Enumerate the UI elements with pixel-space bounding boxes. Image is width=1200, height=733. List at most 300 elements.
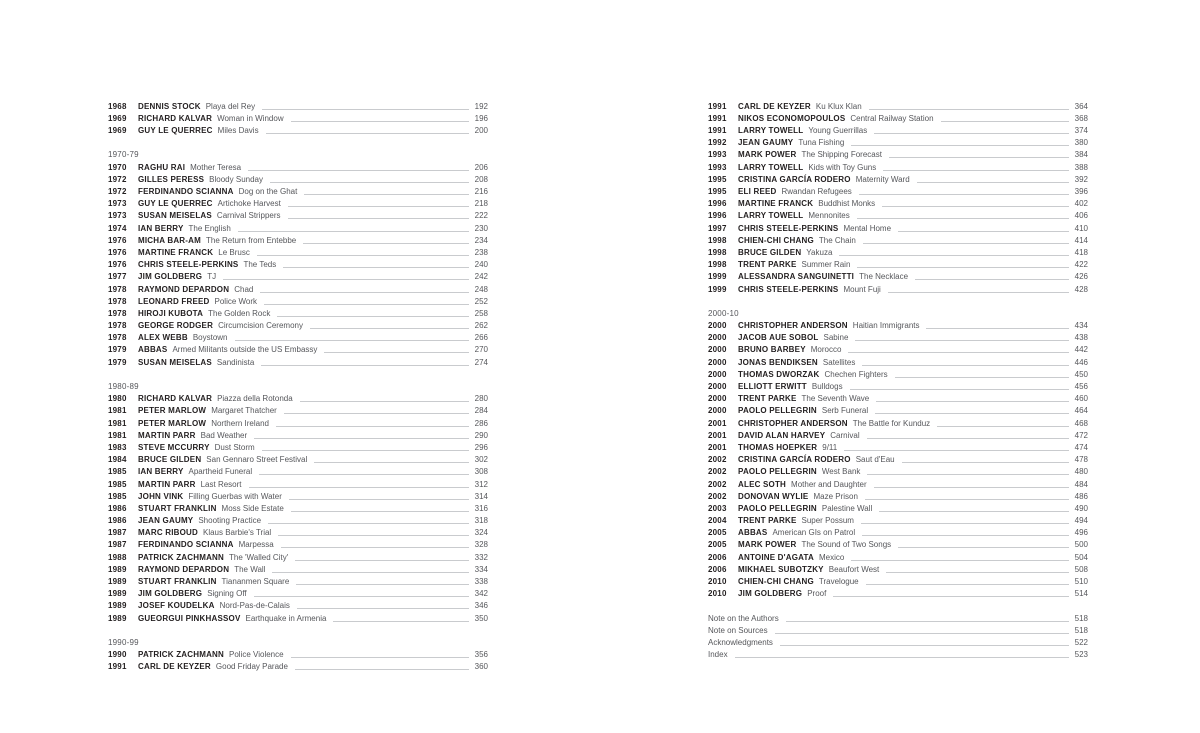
toc-entry (708, 137, 1088, 149)
toc-entry (108, 234, 488, 246)
toc-entry (108, 478, 488, 490)
entry-page-number: 270 (474, 345, 488, 355)
toc-entry (708, 258, 1088, 270)
entry-title: Proof (807, 589, 827, 599)
entry-title: Palestine Wall (821, 503, 873, 513)
toc-entry (708, 185, 1088, 197)
toc-entry (108, 344, 488, 356)
entry-year: 2005 (708, 528, 727, 538)
entry-photographer: ELLIOTT ERWITT (738, 382, 807, 391)
entry-photographer: MARK POWER (738, 540, 797, 550)
entry-title: Bulldogs (811, 382, 843, 391)
leader-line (869, 109, 1069, 110)
leader-line (260, 292, 468, 293)
entry-title: Mother and Daughter (791, 479, 867, 489)
toc-entry (708, 198, 1088, 210)
leader-line (262, 109, 469, 110)
entry-year: 2000 (708, 394, 727, 404)
end-matter-label: Acknowledgments (708, 637, 773, 647)
entry-year: 1976 (108, 235, 127, 245)
entry-title: Earthquake in Armenia (245, 613, 327, 623)
entry-title: Haitian Immigrants (852, 321, 920, 331)
entry-page-number: 500 (1074, 540, 1088, 550)
toc-entry (108, 441, 488, 453)
toc-entry (708, 588, 1088, 600)
toc-entry (708, 319, 1088, 331)
entry-year: 1980 (108, 394, 127, 404)
toc-entry (708, 417, 1088, 429)
leader-line (264, 304, 469, 305)
leader-line (314, 462, 468, 463)
entry-title: Tiananmen Square (221, 577, 290, 586)
entry-title: Marpessa (238, 540, 274, 550)
leader-line (289, 499, 469, 500)
entry-page-number: 222 (474, 211, 488, 221)
leader-line (941, 121, 1069, 122)
entry-photographer: CHIEN-CHI CHANG (738, 577, 814, 586)
entry-page-number: 296 (474, 442, 488, 452)
entry-photographer: JEAN GAUMY (138, 516, 194, 526)
entry-year: 1974 (108, 223, 127, 233)
entry-title: Good Friday Parade (215, 662, 288, 672)
toc-entry (108, 417, 488, 429)
entry-photographer: FERDINANDO SCIANNA (138, 540, 234, 550)
leader-line (324, 352, 468, 353)
entry-year: 1998 (708, 260, 727, 270)
entry-year: 1986 (108, 503, 127, 513)
entry-page-number: 266 (474, 333, 488, 343)
entry-page-number: 290 (474, 430, 488, 440)
decade-header: 1980-89 (108, 382, 139, 391)
entry-year: 2000 (708, 345, 727, 355)
decade-header: 2000-10 (708, 308, 739, 318)
entry-page-number: 206 (474, 162, 488, 172)
entry-year: 1968 (108, 101, 127, 111)
entry-year: 1973 (108, 211, 127, 221)
entry-page-number: 200 (474, 126, 488, 136)
entry-year: 1972 (108, 174, 127, 184)
entry-year: 1981 (108, 406, 127, 416)
toc-entry (108, 246, 488, 258)
entry-photographer: CHIEN-CHI CHANG (738, 235, 814, 245)
toc-entry (708, 539, 1088, 551)
toc-entry (708, 332, 1088, 344)
entry-year: 1985 (108, 479, 127, 489)
entry-photographer: CARL DE KEYZER (138, 662, 211, 672)
toc-entry (708, 234, 1088, 246)
entry-title: Moss Side Estate (221, 503, 284, 513)
entry-year: 2010 (708, 577, 727, 586)
leader-line (333, 621, 468, 622)
entry-photographer: TRENT PARKE (738, 516, 797, 526)
entry-page-number: 338 (474, 577, 488, 586)
entry-title: Police Violence (229, 650, 284, 660)
entry-title: Tuna Fishing (798, 138, 845, 148)
leader-line (848, 352, 1068, 353)
leader-line (898, 547, 1068, 548)
entry-year: 1993 (708, 162, 727, 172)
end-matter-entry (708, 648, 1088, 660)
toc-entry (708, 478, 1088, 490)
entry-page-number: 504 (1074, 552, 1088, 562)
entry-photographer: GEORGE RODGER (138, 321, 214, 331)
entry-title: Playa del Rey (205, 101, 256, 111)
entry-photographer: MIKHAEL SUBOTZKY (738, 564, 824, 574)
toc-entry (708, 161, 1088, 173)
entry-photographer: CHRIS STEELE-PERKINS (738, 284, 839, 294)
entry-photographer: RAYMOND DEPARDON (138, 564, 230, 574)
entry-year: 1991 (708, 126, 727, 136)
end-matter-page-number: 523 (1074, 650, 1088, 660)
leader-line (879, 511, 1068, 512)
toc-entry (108, 514, 488, 526)
entry-title: Mental Home (843, 223, 892, 233)
toc-entry (108, 332, 488, 344)
entry-page-number: 218 (474, 199, 488, 209)
entry-title: Last Resort (200, 479, 242, 489)
toc-entry (108, 466, 488, 478)
entry-year: 1998 (708, 247, 727, 257)
entry-year: 1985 (108, 467, 127, 477)
toc-entry (708, 551, 1088, 563)
leader-line (859, 194, 1069, 195)
entry-page-number: 192 (474, 101, 488, 111)
entry-page-number: 438 (1074, 333, 1088, 343)
entry-year: 1999 (708, 272, 727, 282)
entry-page-number: 234 (474, 235, 488, 245)
leader-line (898, 231, 1069, 232)
entry-title: The Golden Rock (208, 308, 271, 318)
entry-page-number: 208 (474, 174, 488, 184)
leader-line (284, 413, 469, 414)
entry-page-number: 216 (474, 187, 488, 196)
entry-year: 2001 (708, 442, 727, 452)
entry-title: Klaus Barbie's Trial (202, 528, 272, 538)
entry-photographer: DENNIS STOCK (138, 101, 201, 111)
leader-line (261, 365, 468, 366)
entry-page-number: 238 (474, 247, 488, 257)
entry-title: Buddhist Monks (818, 199, 876, 209)
toc-entry (108, 185, 488, 197)
entry-photographer: ALESSANDRA SANGUINETTI (738, 272, 855, 282)
entry-title: Bad Weather (200, 430, 248, 440)
entry-title: Miles Davis (217, 126, 259, 136)
toc-entry (708, 124, 1088, 136)
entry-title: Chad (234, 284, 254, 294)
leader-line (235, 340, 469, 341)
end-matter-label: Note on Sources (708, 625, 768, 635)
entry-title: The Necklace (859, 272, 909, 282)
entry-page-number: 284 (474, 406, 488, 416)
leader-line (295, 560, 468, 561)
entry-year: 1978 (108, 333, 127, 343)
entry-photographer: STUART FRANKLIN (138, 577, 217, 586)
leader-line (254, 596, 469, 597)
entry-page-number: 472 (1074, 430, 1088, 440)
entry-title: Filling Guerbas with Water (188, 491, 282, 501)
entry-title: Yakuza (806, 247, 833, 257)
leader-line (249, 487, 469, 488)
entry-page-number: 274 (474, 357, 488, 367)
entry-year: 1984 (108, 455, 127, 465)
entry-photographer: MARC RIBOUD (138, 528, 198, 538)
leader-line (295, 669, 469, 670)
entry-year: 1976 (108, 247, 127, 257)
entry-page-number: 312 (474, 479, 488, 489)
entry-year: 1999 (708, 284, 727, 294)
entry-title: Carnival Strippers (216, 211, 281, 221)
toc-entry (108, 648, 488, 660)
entry-page-number: 490 (1074, 503, 1088, 513)
entry-page-number: 374 (1074, 126, 1088, 136)
entry-photographer: PATRICK ZACHMANN (138, 552, 225, 562)
toc-entry (108, 319, 488, 331)
end-matter-entry (708, 612, 1088, 624)
leader-line (300, 401, 469, 402)
entry-photographer: JIM GOLDBERG (138, 272, 203, 282)
entry-year: 1996 (708, 199, 727, 209)
toc-entry (108, 563, 488, 575)
leader-line (926, 328, 1068, 329)
entry-photographer: GUY LE QUERREC (138, 126, 213, 136)
leader-line (262, 450, 469, 451)
leader-line (248, 170, 469, 171)
entry-photographer: JOSEF KOUDELKA (138, 601, 215, 611)
entry-page-number: 496 (1074, 528, 1088, 538)
entry-photographer: RAGHU RAI (138, 162, 186, 172)
entry-title: Police Work (214, 296, 258, 306)
entry-page-number: 508 (1074, 564, 1088, 574)
leader-line (861, 523, 1069, 524)
toc-entry (108, 539, 488, 551)
toc-entry (108, 600, 488, 612)
toc-entry (708, 441, 1088, 453)
entry-title: Chechen Fighters (824, 369, 888, 379)
entry-photographer: GUY LE QUERREC (138, 199, 213, 209)
entry-photographer: MARTINE FRANCK (138, 247, 214, 257)
leader-line (857, 267, 1068, 268)
entry-page-number: 486 (1074, 491, 1088, 501)
toc-entry (108, 283, 488, 295)
toc-entry (708, 283, 1088, 295)
entry-page-number: 242 (474, 272, 488, 282)
end-matter-label: Index (708, 650, 728, 660)
entry-year: 1969 (108, 113, 127, 123)
entry-photographer: CHRISTOPHER ANDERSON (738, 418, 848, 428)
entry-title: The 'Walled City' (229, 552, 289, 562)
leader-line (786, 621, 1069, 622)
entry-page-number: 380 (1074, 138, 1088, 148)
toc-entry (708, 100, 1088, 112)
entry-photographer: NIKOS ECONOMOPOULOS (738, 113, 846, 123)
entry-photographer: PAOLO PELLEGRIN (738, 503, 817, 513)
leader-line (850, 389, 1069, 390)
leader-line (862, 535, 1068, 536)
toc-entry (708, 112, 1088, 124)
entry-page-number: 410 (1074, 223, 1088, 233)
entry-title: Super Possum (801, 516, 854, 526)
entry-page-number: 262 (474, 321, 488, 331)
entry-page-number: 384 (1074, 150, 1088, 160)
entry-year: 1991 (708, 101, 727, 111)
entry-photographer: CRISTINA GARCÍA RODERO (738, 455, 851, 465)
leader-line (882, 206, 1068, 207)
entry-page-number: 328 (474, 540, 488, 550)
leader-line (888, 292, 1069, 293)
entry-year: 2006 (708, 552, 727, 562)
entry-photographer: CHRIS STEELE-PERKINS (138, 260, 239, 270)
toc-entry (708, 380, 1088, 392)
entry-page-number: 230 (474, 223, 488, 233)
entry-title: The Teds (243, 260, 277, 270)
entry-year: 1998 (708, 235, 727, 245)
entry-photographer: JACOB AUE SOBOL (738, 333, 819, 343)
entry-title: TJ (207, 272, 217, 282)
entry-photographer: LARRY TOWELL (738, 211, 804, 221)
entry-title: Signing Off (207, 589, 247, 599)
entry-page-number: 342 (474, 589, 488, 599)
entry-photographer: SUSAN MEISELAS (138, 357, 212, 367)
entry-page-number: 332 (474, 552, 488, 562)
entry-photographer: IAN BERRY (138, 223, 184, 233)
toc-entry (108, 502, 488, 514)
entry-photographer: CHRISTOPHER ANDERSON (738, 321, 848, 331)
entry-title: Kids with Toy Guns (808, 162, 877, 172)
entry-photographer: RICHARD KALVAR (138, 113, 213, 123)
entry-photographer: RAYMOND DEPARDON (138, 284, 230, 294)
toc-entry (708, 527, 1088, 539)
entry-page-number: 434 (1074, 321, 1088, 331)
entry-page-number: 406 (1074, 211, 1088, 221)
entry-title: Boystown (192, 333, 228, 343)
block-gap (708, 295, 1088, 307)
entry-photographer: ALEC SOTH (738, 479, 787, 489)
leader-line (851, 145, 1068, 146)
leader-line (303, 243, 468, 244)
end-matter-page-number: 518 (1074, 625, 1088, 635)
entry-photographer: ANTOINE D'AGATA (738, 552, 815, 562)
entry-title: Piazza della Rotonda (217, 394, 293, 404)
leader-line (735, 657, 1069, 658)
entry-page-number: 464 (1074, 406, 1088, 416)
entry-page-number: 280 (474, 394, 488, 404)
leader-line (288, 206, 469, 207)
toc-entry (108, 393, 488, 405)
entry-year: 1996 (708, 211, 727, 221)
entry-page-number: 318 (474, 516, 488, 526)
entry-title: Summer Rain (801, 260, 851, 270)
entry-photographer: CHRIS STEELE-PERKINS (738, 223, 839, 233)
entry-year: 1978 (108, 296, 127, 306)
toc-entry (108, 258, 488, 270)
entry-title: Armed Militants outside the US Embassy (172, 345, 318, 355)
entry-year: 1978 (108, 321, 127, 331)
leader-line (291, 657, 469, 658)
toc-entry (708, 393, 1088, 405)
leader-line (278, 535, 468, 536)
entry-page-number: 510 (1074, 577, 1088, 586)
leader-line (883, 170, 1068, 171)
entry-title: Morocco (810, 345, 842, 355)
entry-year: 1981 (108, 430, 127, 440)
toc-entry (108, 222, 488, 234)
entry-title: The Return from Entebbe (205, 235, 297, 245)
entry-photographer: RICHARD KALVAR (138, 394, 213, 404)
leader-line (917, 182, 1069, 183)
toc-entry (108, 198, 488, 210)
entry-title: Central Railway Station (850, 113, 934, 123)
toc-entry (108, 405, 488, 417)
block-gap (108, 368, 488, 380)
entry-photographer: GUEORGUI PINKHASSOV (138, 613, 241, 623)
entry-title: Sandinista (216, 357, 255, 367)
entry-year: 2006 (708, 564, 727, 574)
leader-line (283, 267, 468, 268)
end-matter-entry (708, 624, 1088, 636)
entry-title: Satellites (822, 357, 856, 367)
leader-line (876, 401, 1068, 402)
entry-year: 1991 (708, 113, 727, 123)
entry-year: 2005 (708, 540, 727, 550)
entry-photographer: STUART FRANKLIN (138, 503, 217, 513)
entry-page-number: 460 (1074, 394, 1088, 404)
entry-page-number: 258 (474, 308, 488, 318)
leader-line (857, 218, 1069, 219)
block-gap (708, 600, 1088, 612)
entry-page-number: 388 (1074, 162, 1088, 172)
entry-photographer: LARRY TOWELL (738, 126, 804, 136)
entry-year: 1981 (108, 418, 127, 428)
entry-title: Bloody Sunday (209, 174, 263, 184)
entry-page-number: 240 (474, 260, 488, 270)
entry-year: 1979 (108, 345, 127, 355)
end-matter-label: Note on the Authors (708, 613, 779, 623)
entry-photographer: TRENT PARKE (738, 260, 797, 270)
entry-title: Northern Ireland (211, 418, 269, 428)
entry-year: 1993 (708, 150, 727, 160)
entry-year: 1989 (108, 564, 127, 574)
entry-title: Young Guerrillas (808, 126, 868, 136)
entry-year: 1986 (108, 516, 127, 526)
entry-page-number: 316 (474, 503, 488, 513)
toc-entry (108, 271, 488, 283)
end-matter-entry (708, 636, 1088, 648)
entry-photographer: JOHN VINK (138, 491, 184, 501)
entry-title: Dust Storm (214, 442, 255, 452)
leader-line (886, 572, 1068, 573)
entry-year: 1989 (108, 577, 127, 586)
entry-year: 1979 (108, 357, 127, 367)
entry-title: Maze Prison (813, 491, 858, 501)
entry-title: The Sound of Two Songs (801, 540, 892, 550)
leader-line (296, 584, 468, 585)
entry-photographer: HIROJI KUBOTA (138, 308, 204, 318)
entry-title: Ku Klux Klan (815, 101, 862, 111)
entry-page-number: 364 (1074, 101, 1088, 111)
entry-photographer: SUSAN MEISELAS (138, 211, 212, 221)
toc-entry (708, 405, 1088, 417)
entry-year: 1989 (108, 601, 127, 611)
leader-line (874, 487, 1069, 488)
leader-line (833, 596, 1068, 597)
toc-entry (108, 295, 488, 307)
entry-photographer: MARTIN PARR (138, 479, 196, 489)
entry-page-number: 346 (474, 601, 488, 611)
toc-entry (108, 490, 488, 502)
entry-year: 2002 (708, 479, 727, 489)
leader-line (855, 340, 1068, 341)
entry-photographer: ABBAS (138, 345, 168, 355)
